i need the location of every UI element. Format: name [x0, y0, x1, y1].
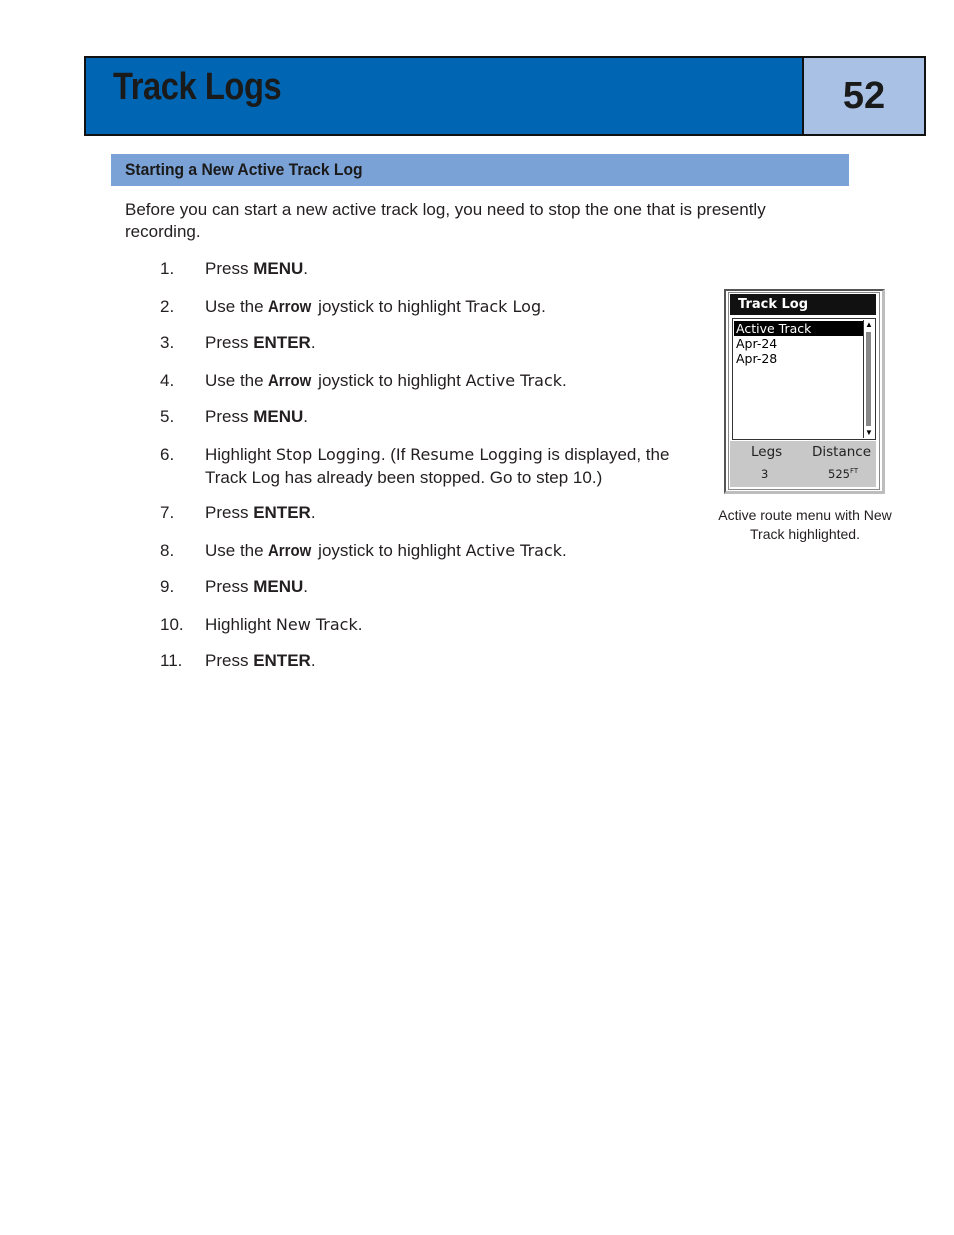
menu-item-name: Active Track [465, 371, 563, 390]
step-text-part: Use the [205, 297, 269, 316]
key-name: ENTER [253, 651, 311, 670]
step-number: 6. [160, 445, 175, 464]
track-log-item: Apr-28 [736, 351, 778, 366]
step-text [205, 369, 700, 392]
distance-label: Distance [812, 444, 872, 460]
step-11 [160, 649, 700, 672]
step-text-part: Use the [205, 371, 269, 390]
device-screen [728, 292, 880, 490]
device-screen-title: Track Log [730, 294, 876, 315]
step-text-part: Press [205, 333, 254, 352]
step-3 [160, 331, 700, 354]
menu-item-name: Stop Logging [275, 445, 381, 464]
step-number: 5. [160, 407, 175, 426]
step-text-part: . [310, 503, 316, 522]
step-text-part: Use the [205, 541, 269, 560]
step-text-part: . (If [380, 445, 411, 464]
key-name: Arrow [268, 541, 312, 560]
section-heading-bar [111, 154, 849, 186]
step-text [205, 405, 700, 428]
menu-item-name: Active Track [465, 541, 563, 560]
step-5 [160, 405, 700, 428]
step-text-part: . [303, 407, 308, 426]
step-text-part: . [310, 651, 316, 670]
step-number: 11. [160, 651, 183, 670]
section-title: Starting a New Active Track Log [125, 160, 363, 179]
key-name: Arrow [268, 297, 312, 316]
step-text-part: joystick to highlight [313, 371, 466, 390]
step-text-part: joystick to highlight [313, 541, 466, 560]
step-number: 10. [160, 615, 184, 634]
step-text [205, 501, 700, 524]
step-10 [160, 613, 700, 636]
step-text-part: Highlight [205, 615, 276, 634]
step-text [205, 331, 700, 354]
step-number: 4. [160, 371, 175, 390]
step-number: 3. [160, 333, 175, 352]
track-log-item-selected: Active Track [734, 321, 865, 336]
scroll-down-arrow-icon: ▼ [865, 428, 873, 437]
track-log-footer [730, 441, 876, 487]
step-text [205, 257, 700, 280]
key-name: MENU [253, 259, 304, 278]
step-number: 7. [160, 503, 175, 522]
step-number: 8. [160, 541, 175, 560]
step-8 [160, 539, 700, 562]
scroll-up-arrow-icon: ▲ [865, 320, 873, 329]
distance-value [828, 467, 858, 481]
step-text [205, 295, 700, 318]
step-text-part: Press [205, 577, 254, 596]
figure-caption: Active route menu with New Track highlighted. [718, 507, 892, 542]
menu-item-name: Resume Logging [410, 445, 543, 464]
step-number: 2. [160, 297, 175, 316]
step-text-part: . [562, 541, 567, 560]
step-number: 9. [160, 577, 175, 596]
key-name: Arrow [268, 371, 312, 390]
step-text-part: Highlight [205, 445, 276, 464]
step-text-part: Press [205, 259, 254, 278]
track-log-list [732, 318, 876, 440]
distance-unit: FT [849, 467, 859, 476]
key-name: MENU [253, 577, 304, 596]
menu-item-name: Track Log [465, 297, 542, 316]
step-1 [160, 257, 700, 280]
menu-item-name: New Track [275, 615, 358, 634]
step-text-part: . [562, 371, 567, 390]
step-text [205, 613, 700, 636]
step-9 [160, 575, 700, 598]
step-text-part: . [303, 259, 308, 278]
step-text [205, 649, 700, 672]
page-title: Track Logs [113, 66, 282, 108]
step-text [205, 443, 700, 489]
legs-label: Legs [751, 444, 783, 460]
step-text [205, 575, 700, 598]
key-name: ENTER [253, 333, 311, 352]
key-name: MENU [253, 407, 304, 426]
distance-number: 525 [828, 467, 850, 481]
step-6 [160, 443, 700, 489]
device-screenshot [724, 289, 885, 494]
step-text-part: Press [205, 503, 254, 522]
list-scrollbar [863, 320, 874, 438]
step-text-part: . [541, 297, 546, 316]
step-text [205, 539, 700, 562]
step-text-part: . [357, 615, 363, 634]
step-7 [160, 501, 700, 524]
page-number: 52 [842, 74, 886, 117]
step-text-part: . [310, 333, 316, 352]
scrollbar-thumb [866, 332, 871, 426]
step-text-part: . [303, 577, 308, 596]
key-name: ENTER [253, 503, 311, 522]
page-header [84, 56, 926, 136]
legs-value: 3 [761, 467, 769, 481]
step-text-part: Press [205, 407, 254, 426]
step-text-part: Press [205, 651, 254, 670]
step-text-part: joystick to highlight [313, 297, 466, 316]
track-log-item: Apr-24 [736, 336, 778, 351]
step-number: 1. [160, 259, 175, 278]
page-number-box [802, 58, 924, 134]
step-text-part: is displayed, the Track Log has already been stopped. Go to step 10.) [205, 445, 670, 487]
step-2 [160, 295, 700, 318]
intro-paragraph: Before you can start a new active track log, you need to stop the one that is presently recording. [125, 200, 766, 241]
step-4 [160, 369, 700, 392]
